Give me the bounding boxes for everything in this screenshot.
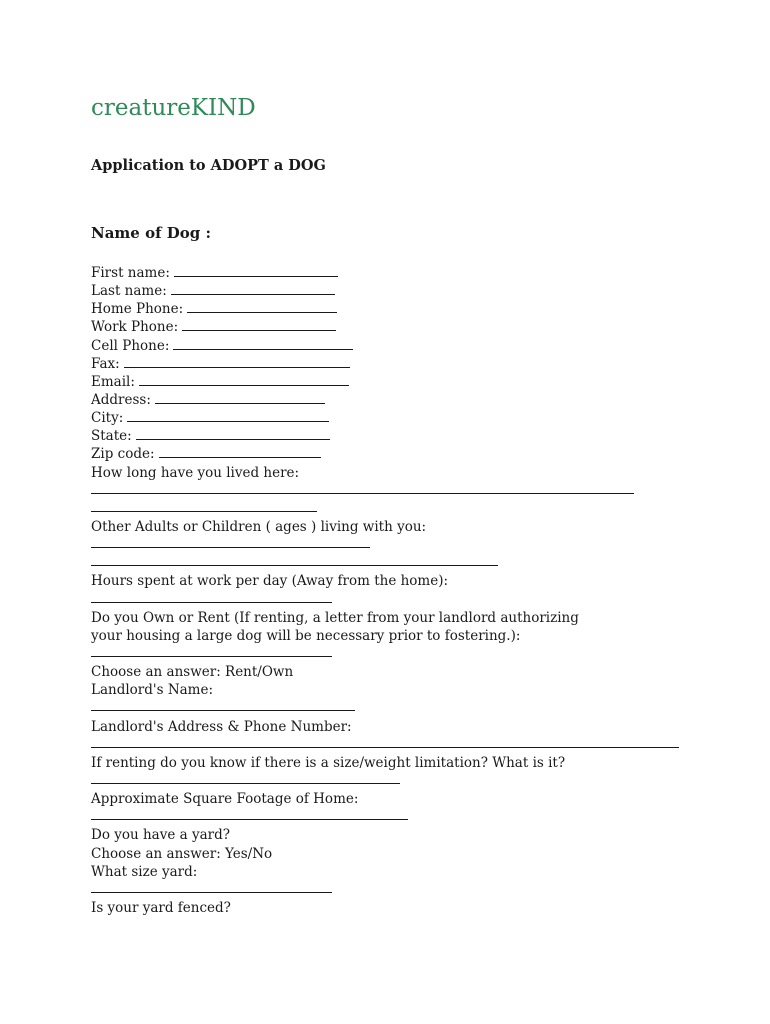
own-rent-label-1: Do you Own or Rent (If renting, a letter from your landlord authorizing — [91, 609, 579, 626]
own-rent-row-1 — [91, 609, 679, 627]
how-long-field[interactable] — [91, 482, 634, 494]
state-field[interactable] — [136, 427, 330, 440]
state-row — [91, 427, 679, 445]
city-row — [91, 409, 679, 427]
how-long-row — [91, 464, 679, 482]
work-phone-label: Work Phone: — [91, 319, 179, 336]
own-rent-blank-row — [91, 645, 679, 663]
yard-size-field[interactable] — [91, 881, 332, 893]
yard-choice[interactable]: Choose an answer: Yes/No — [91, 845, 273, 862]
last-name-label: Last name: — [91, 283, 167, 300]
cell-phone-label: Cell Phone: — [91, 337, 170, 354]
last-name-row — [91, 282, 679, 300]
first-name-field[interactable] — [174, 264, 338, 277]
size-limit-blank-row — [91, 772, 679, 790]
address-label: Address: — [91, 391, 151, 408]
fax-row — [91, 355, 679, 373]
yard-fenced-label: Is your yard fenced? — [91, 899, 231, 916]
state-label: State: — [91, 428, 132, 445]
yard-size-blank-row — [91, 881, 679, 899]
own-rent-label-2: your housing a large dog will be necessary prior to fostering.): — [91, 627, 521, 644]
landlord-name-blank-row — [91, 699, 679, 717]
how-long-blank-row-2 — [91, 500, 679, 518]
hours-work-field[interactable] — [91, 591, 332, 603]
how-long-field-continued[interactable] — [91, 500, 317, 512]
square-footage-label: Approximate Square Footage of Home: — [91, 791, 359, 808]
work-phone-row — [91, 318, 679, 336]
email-row — [91, 373, 679, 391]
brand-logo-text: creatureKIND — [91, 95, 256, 121]
work-phone-field[interactable] — [182, 318, 336, 331]
hours-work-blank-row — [91, 591, 679, 609]
last-name-field[interactable] — [171, 282, 335, 295]
city-field[interactable] — [127, 409, 329, 422]
home-phone-row — [91, 300, 679, 318]
square-footage-field[interactable] — [91, 808, 408, 820]
yard-size-row — [91, 863, 679, 881]
city-label: City: — [91, 410, 124, 427]
how-long-blank-row-1 — [91, 482, 679, 500]
landlord-name-label: Landlord's Name: — [91, 682, 214, 699]
first-name-row — [91, 264, 679, 282]
other-adults-row — [91, 518, 679, 536]
form-title: Application to ADOPT a DOG — [91, 157, 326, 174]
hours-work-row — [91, 572, 679, 590]
other-adults-blank-row-1 — [91, 536, 679, 554]
landlord-address-blank-row — [91, 736, 679, 754]
own-rent-choice-row — [91, 663, 679, 681]
other-adults-blank-row-2 — [91, 554, 679, 572]
yard-choice-row — [91, 845, 679, 863]
landlord-address-row — [91, 718, 679, 736]
size-limit-field[interactable] — [91, 772, 400, 784]
fax-field[interactable] — [124, 355, 350, 368]
size-limit-row — [91, 754, 679, 772]
square-footage-blank-row — [91, 808, 679, 826]
cell-phone-field[interactable] — [173, 337, 353, 350]
form-fields — [91, 264, 679, 917]
address-row — [91, 391, 679, 409]
home-phone-label: Home Phone: — [91, 301, 184, 318]
own-rent-row-2 — [91, 627, 679, 645]
size-limit-label: If renting do you know if there is a size/weight limitation? What is it? — [91, 754, 566, 771]
other-adults-field-continued[interactable] — [91, 554, 498, 566]
other-adults-label: Other Adults or Children ( ages ) living with you: — [91, 518, 427, 535]
own-rent-choice[interactable]: Choose an answer: Rent/Own — [91, 664, 294, 681]
email-field[interactable] — [139, 373, 349, 386]
yard-fenced-row — [91, 899, 679, 917]
yard-row — [91, 826, 679, 844]
landlord-name-row — [91, 681, 679, 699]
landlord-address-label: Landlord's Address & Phone Number: — [91, 718, 352, 735]
fax-label: Fax: — [91, 355, 120, 372]
own-rent-field[interactable] — [91, 645, 332, 657]
landlord-name-field[interactable] — [91, 699, 355, 711]
home-phone-field[interactable] — [187, 300, 337, 313]
how-long-label: How long have you lived here: — [91, 464, 300, 481]
first-name-label: First name: — [91, 265, 170, 281]
email-label: Email: — [91, 373, 135, 390]
landlord-address-field[interactable] — [91, 736, 679, 748]
yard-size-label: What size yard: — [91, 863, 198, 880]
yard-label: Do you have a yard? — [91, 827, 230, 844]
dog-name-heading: Name of Dog : — [91, 224, 212, 242]
square-footage-row — [91, 790, 679, 808]
address-field[interactable] — [155, 391, 325, 404]
zip-label: Zip code: — [91, 446, 155, 463]
zip-field[interactable] — [159, 445, 321, 458]
cell-phone-row — [91, 337, 679, 355]
other-adults-field[interactable] — [91, 536, 370, 548]
zip-row — [91, 445, 679, 463]
hours-work-label: Hours spent at work per day (Away from the home): — [91, 573, 449, 590]
